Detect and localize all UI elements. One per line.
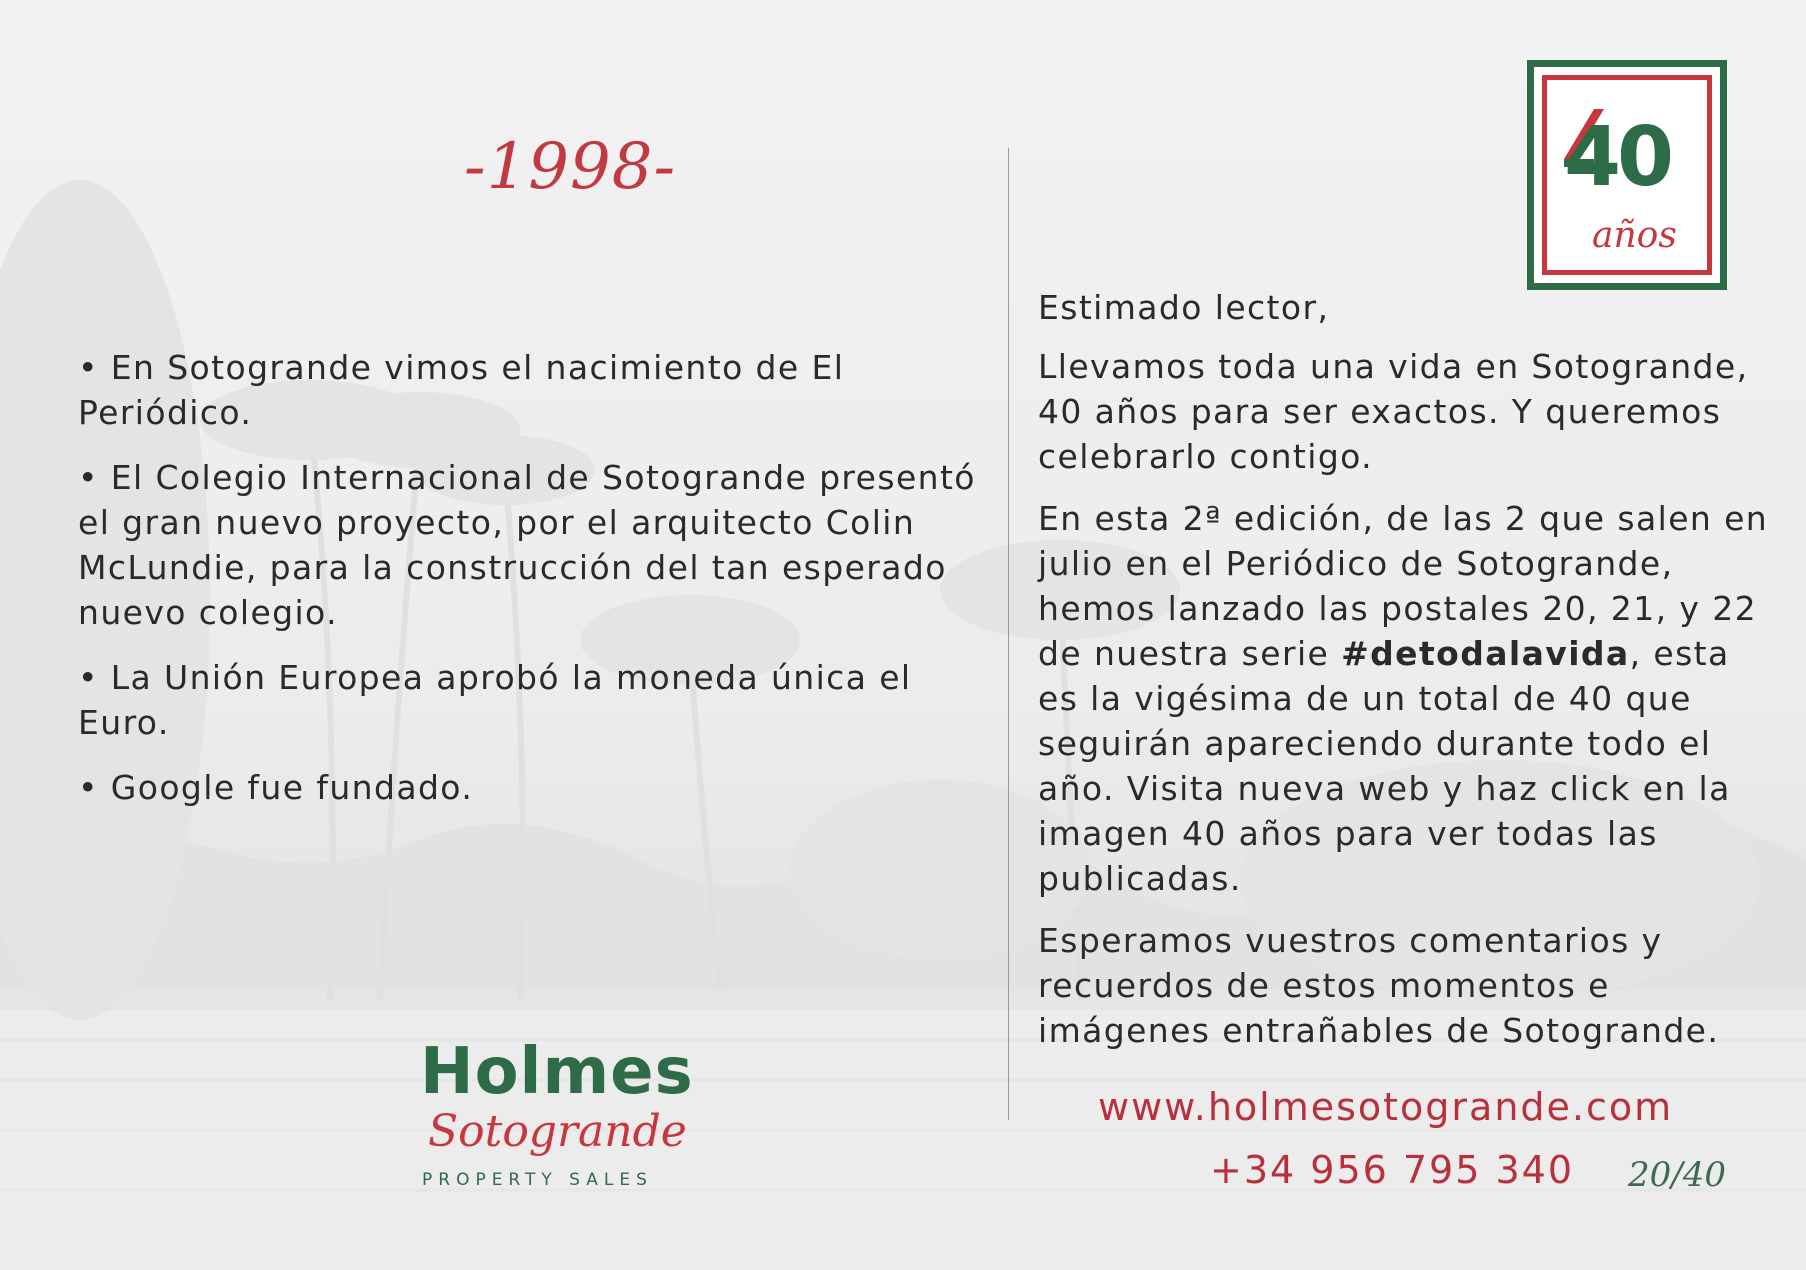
events-list (78, 345, 983, 830)
logo-script: Sotogrande (428, 1106, 687, 1157)
hashtag: #detodalavida (1341, 634, 1630, 673)
event-item: • La Unión Europea aprobó la moneda única el Euro. (78, 658, 912, 742)
letter-greeting: Estimado lector, (1038, 288, 1330, 327)
event-item: • Google fue fundado. (78, 768, 474, 807)
event-item: • El Colegio Internacional de Sotogrande presentó el gran nuevo proyecto, por el arquitecto Colin McLundie, para la construcción del tan esperado nuevo colegio. (78, 458, 976, 632)
letter-p2-after: , esta es la vigésima de un total de 40 que seguirán apareciendo durante todo el año. Visita nueva web y haz click en la imagen 40 años para ver todas las publicadas. (1038, 634, 1731, 898)
holmes-logo (420, 1035, 694, 1200)
logo-name: Holmes (420, 1035, 694, 1109)
anniversary-badge (1527, 60, 1727, 290)
badge-number: 40 (1564, 110, 1671, 205)
letter-p2-before: En esta 2ª edición, de las 2 que salen en julio en el Periódico de Sotogrande, hemos lanzado las postales 20, 21, y 22 de nuestra serie (1038, 499, 1769, 673)
badge-word: años (1592, 215, 1677, 256)
year-heading: -1998- (463, 130, 677, 204)
column-divider (1008, 148, 1009, 1120)
letter-paragraph-2 (1038, 496, 1778, 901)
phone-number[interactable]: +34 956 795 340 (1210, 1148, 1575, 1192)
page-count: 20/40 (1628, 1155, 1726, 1195)
letter-paragraph-3: Esperamos vuestros comentarios y recuerdos de estos momentos e imágenes entrañables de Sotogrande. (1038, 921, 1720, 1050)
event-item: • En Sotogrande vimos el nacimiento de El Periódico. (78, 348, 845, 432)
letter-paragraph-1: Llevamos toda una vida en Sotogrande, 40 años para ser exactos. Y queremos celebrarlo contigo. (1038, 347, 1749, 476)
website-link[interactable]: www.holmesotogrande.com (1098, 1085, 1674, 1129)
letter-body (1038, 285, 1778, 1070)
logo-subtitle: PROPERTY SALES (422, 1170, 653, 1190)
